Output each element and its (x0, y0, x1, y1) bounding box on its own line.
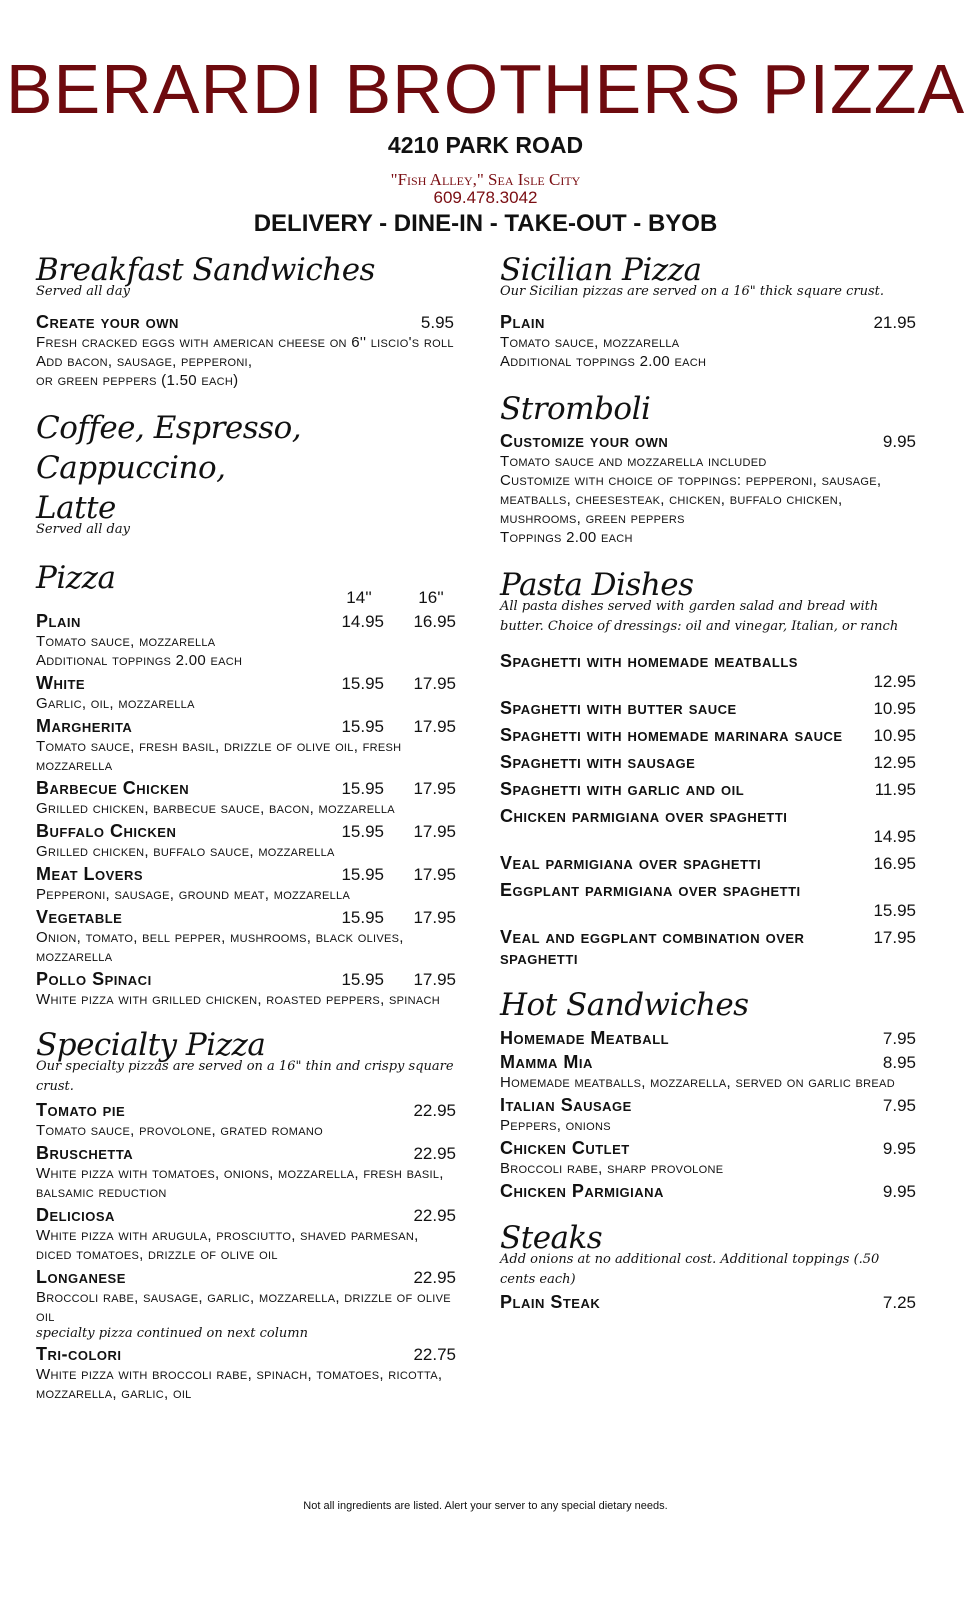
item-prices (334, 822, 456, 842)
menu-item (500, 312, 916, 371)
item-name: Spaghetti with butter sauce (500, 698, 737, 718)
item-row (36, 778, 456, 799)
right-column (500, 250, 916, 1313)
price-16: 16.95 (413, 612, 456, 631)
item-price: 12.95 (873, 753, 916, 772)
price-16: 17.95 (413, 779, 456, 798)
item-name: Chicken parmigiana over spaghetti (500, 806, 788, 826)
item-name: Tomato pie (36, 1100, 126, 1120)
price-14: 15.95 (341, 865, 384, 884)
section-note: Add onions at no additional cost. Additional toppings (.50 cents each) (500, 1252, 880, 1287)
item-price: 12.95 (873, 672, 916, 691)
menu-item (500, 698, 916, 719)
item-description: Tomato sauce and mozzarella included (500, 453, 767, 470)
price-16: 17.95 (413, 908, 456, 927)
item-name: Barbecue Chicken (36, 778, 190, 798)
item-description: Homemade meatballs, mozzarella, served on garlic bread (500, 1074, 895, 1091)
section-note: Served all day (36, 284, 130, 299)
menu-item (500, 431, 916, 547)
price-14: 15.95 (341, 674, 384, 693)
item-row (500, 927, 916, 969)
menu-item (500, 806, 916, 847)
price-16: 17.95 (413, 674, 456, 693)
item-prices (334, 779, 456, 799)
item-description: Fresh cracked eggs with american cheese on 6'' liscio's roll (36, 334, 454, 351)
pizza-list (36, 611, 456, 1009)
item-description: White pizza with grilled chicken, roasted peppers, spinach (36, 991, 441, 1008)
item-price: 17.95 (873, 928, 916, 947)
pasta-list (500, 651, 916, 969)
breakfast-section (36, 250, 456, 390)
item-row (36, 821, 456, 842)
item-row (36, 611, 456, 632)
menu-item (36, 821, 456, 861)
menu-item (500, 1292, 916, 1313)
item-description: White pizza with arugula, prosciutto, shaved parmesan, diced tomatoes, drizzle of olive oil (36, 1227, 419, 1263)
item-name: Customize your own (500, 431, 669, 451)
item-name: Plain Steak (500, 1292, 601, 1312)
menu-item (36, 864, 456, 904)
item-price: 22.95 (413, 1144, 456, 1163)
item-description: Tomato sauce, provolone, grated romano (36, 1122, 323, 1139)
item-description: White pizza with tomatoes, onions, mozzarella, fresh basil, balsamic reduction (36, 1165, 444, 1201)
item-name: Longanese (36, 1267, 126, 1287)
menu-item (36, 1344, 456, 1403)
item-name: Homemade Meatball (500, 1028, 670, 1048)
item-prices (334, 865, 456, 885)
price-16: 17.95 (413, 822, 456, 841)
item-price: 21.95 (873, 313, 916, 332)
section-title: Stromboli (500, 391, 651, 427)
menu-item (500, 1028, 916, 1049)
menu-item (36, 1100, 456, 1140)
item-price: 5.95 (420, 313, 454, 332)
item-row (36, 1267, 456, 1288)
price-16: 17.95 (413, 717, 456, 736)
section-note: Served all day (36, 522, 130, 537)
section-note: All pasta dishes served with garden salad and bread with butter. Choice of dressings: oil and vinegar, Italian, or ranch (500, 599, 899, 634)
item-price: 22.95 (413, 1206, 456, 1225)
item-name: Spaghetti with homemade meatballs (500, 651, 798, 671)
menu-item (36, 1143, 456, 1202)
item-name: Spaghetti with sausage (500, 752, 696, 772)
section-note: Our Sicilian pizzas are served on a 16" thick square crust. (500, 284, 885, 299)
item-name: Chicken Cutlet (500, 1138, 630, 1158)
item-description: Additional toppings 2.00 each (500, 353, 707, 370)
item-row (500, 779, 916, 800)
hot-list (500, 1028, 916, 1202)
stromboli-section (500, 389, 916, 547)
item-price: 7.25 (882, 1293, 916, 1312)
item-row (36, 673, 456, 694)
item-description: Grilled chicken, barbecue sauce, bacon, mozzarella (36, 800, 395, 817)
pasta-section (500, 565, 916, 969)
item-price: 7.95 (882, 1096, 916, 1115)
section-title: Pasta Dishes (500, 567, 694, 603)
item-description: Onion, tomato, bell pepper, mushrooms, black olives, mozzarella (36, 929, 404, 965)
item-price: 7.95 (882, 1029, 916, 1048)
menu-item (500, 725, 916, 746)
item-description: White pizza with broccoli rabe, spinach, tomatoes, ricotta, mozzarella, garlic, oil (36, 1366, 443, 1402)
item-name: Plain (36, 611, 81, 631)
item-price: 22.95 (413, 1268, 456, 1287)
item-description: Toppings 2.00 each (500, 529, 633, 546)
item-name: Margherita (36, 716, 133, 736)
item-row (500, 1028, 916, 1049)
menu-item (500, 880, 916, 921)
item-prices (334, 612, 456, 632)
item-row (36, 1344, 456, 1365)
item-name: Deliciosa (36, 1205, 115, 1225)
restaurant-title: BERARDI BROTHERS PIZZA (5, 50, 966, 128)
specialty-section (36, 1025, 456, 1403)
item-name: Create your own (36, 312, 179, 332)
item-prices (334, 674, 456, 694)
section-title: Coffee, Espresso, Cappuccino, (36, 410, 302, 486)
item-name: Bruschetta (36, 1143, 134, 1163)
item-description: Tomato sauce, fresh basil, drizzle of olive oil, fresh mozzarella (36, 738, 402, 774)
item-name: Mamma Mia (500, 1052, 593, 1072)
item-name: Eggplant parmigiana over spaghetti (500, 880, 801, 900)
item-row (500, 1181, 916, 1202)
menu-item (500, 1095, 916, 1135)
menu-item (500, 752, 916, 773)
section-title: Breakfast Sandwiches (36, 252, 375, 288)
item-description: Additional toppings 2.00 each (36, 652, 243, 669)
item-description: Grilled chicken, buffalo sauce, mozzarella (36, 843, 335, 860)
price-14: 14.95 (341, 612, 384, 631)
menu-item (36, 969, 456, 1009)
item-name: Vegetable (36, 907, 123, 927)
section-title: Pizza (36, 560, 116, 596)
item-prices (334, 717, 456, 737)
price-14: 15.95 (341, 970, 384, 989)
price-16: 17.95 (413, 970, 456, 989)
menu-item (500, 1181, 916, 1202)
item-description: Broccoli rabe, sausage, garlic, mozzarella, drizzle of olive oil (36, 1289, 451, 1325)
item-name: Plain (500, 312, 545, 332)
phone-number: 609.478.3042 (433, 188, 538, 207)
item-row (36, 864, 456, 885)
section-title: Hot Sandwiches (500, 987, 749, 1023)
section-title: Sicilian Pizza (500, 252, 702, 288)
menu-item (500, 651, 916, 692)
item-row (500, 725, 916, 746)
item-row (36, 1205, 456, 1226)
steaks-section (500, 1218, 916, 1313)
section-note: Our specialty pizzas are served on a 16" thin and crispy square crust. (36, 1059, 454, 1094)
item-row (36, 969, 456, 990)
item-row (500, 1138, 916, 1159)
price-14: 15.95 (341, 779, 384, 798)
item-description: Tomato sauce, mozzarella (500, 334, 680, 351)
item-price: 15.95 (873, 901, 916, 920)
size-16: 16'' (418, 588, 444, 607)
item-row (500, 1052, 916, 1073)
menu-item (36, 1267, 456, 1326)
item-name: Spaghetti with homemade marinara sauce (500, 725, 843, 745)
item-name: Pollo Spinaci (36, 969, 152, 989)
item-name: Veal parmigiana over spaghetti (500, 853, 762, 873)
menu-item (36, 1205, 456, 1264)
menu-item (500, 927, 916, 969)
item-price: 22.95 (413, 1101, 456, 1120)
item-price: 9.95 (882, 1139, 916, 1158)
menu-item (36, 611, 456, 670)
item-prices (334, 970, 456, 990)
item-price: 10.95 (873, 699, 916, 718)
item-description: Peppers, onions (500, 1117, 611, 1134)
item-name: Buffalo Chicken (36, 821, 177, 841)
item-description: Customize with choice of toppings: pepperoni, sausage, meatballs, cheesesteak, chicken, buffalo chicken, mushrooms, green peppers (500, 472, 882, 527)
continued-note: specialty pizza continued on next column (36, 1326, 308, 1341)
menu-item (500, 1052, 916, 1092)
sicilian-section (500, 250, 916, 371)
price-14: 15.95 (341, 822, 384, 841)
hot-sandwiches-section (500, 985, 916, 1202)
item-name: Chicken Parmigiana (500, 1181, 664, 1201)
item-description: Garlic, oil, mozzarella (36, 695, 195, 712)
section-title: Specialty Pizza (36, 1027, 266, 1063)
item-price: 16.95 (873, 854, 916, 873)
item-price: 9.95 (882, 1182, 916, 1201)
item-price: 14.95 (873, 827, 916, 846)
coffee-section (36, 408, 456, 540)
item-row (36, 716, 456, 737)
section-title: Latte (36, 490, 116, 526)
menu-item (36, 716, 456, 775)
services-line: DELIVERY - DINE-IN - TAKE-OUT - BYOB (253, 210, 718, 237)
item-description: Add bacon, sausage, pepperoni, (36, 353, 253, 370)
item-name: White (36, 673, 86, 693)
section-title: Steaks (500, 1220, 603, 1256)
menu-item (36, 907, 456, 966)
item-price: 11.95 (874, 780, 916, 799)
size-14: 14'' (346, 588, 372, 607)
item-description: Tomato sauce, mozzarella (36, 633, 216, 650)
item-row (500, 853, 916, 874)
menu-item (500, 779, 916, 800)
item-name: Veal and eggplant combination over spaghetti (500, 927, 805, 968)
footer-note: Not all ingredients are listed. Alert your server to any special dietary needs. (303, 1500, 668, 1512)
item-price: 22.75 (413, 1345, 456, 1364)
item-price: 9.95 (882, 432, 916, 451)
price-16: 17.95 (413, 865, 456, 884)
item-name: Italian Sausage (500, 1095, 632, 1115)
item-row (500, 1095, 916, 1116)
item-row (36, 1143, 456, 1164)
item-name: Meat Lovers (36, 864, 144, 884)
specialty-list (36, 1100, 456, 1403)
item-description: Broccoli rabe, sharp provolone (500, 1160, 724, 1177)
item-row (36, 1100, 456, 1121)
menu-item (36, 312, 456, 390)
price-14: 15.95 (341, 717, 384, 736)
item-price: 10.95 (873, 726, 916, 745)
menu-item (500, 1138, 916, 1178)
item-description: or green peppers (1.50 each) (36, 372, 239, 389)
location: "Fish Alley," Sea Isle City (390, 170, 581, 189)
item-description: Pepperoni, sausage, ground meat, mozzarella (36, 886, 351, 903)
menu-item (500, 853, 916, 874)
item-row (500, 698, 916, 719)
item-name: Spaghetti with garlic and oil (500, 779, 745, 799)
item-prices (334, 908, 456, 928)
pizza-section (36, 558, 456, 1009)
item-row (36, 907, 456, 928)
menu-item (36, 673, 456, 713)
item-row (500, 752, 916, 773)
price-14: 15.95 (341, 908, 384, 927)
menu-item (36, 778, 456, 818)
left-column (36, 250, 456, 1403)
item-name: Tri-colori (36, 1344, 122, 1364)
address: 4210 PARK ROAD (387, 132, 584, 158)
item-price: 8.95 (882, 1053, 916, 1072)
